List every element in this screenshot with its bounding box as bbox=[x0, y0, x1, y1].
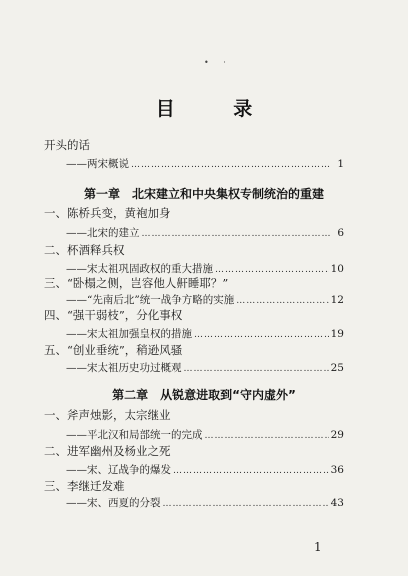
chapter-label: 第二章 bbox=[112, 388, 149, 402]
entry-sub-text: ——宋、西夏的分裂 bbox=[66, 497, 161, 509]
entry-sub-text: ——平北汉和局部统一的完成 bbox=[66, 429, 203, 441]
chapter-heading bbox=[0, 185, 408, 202]
chapter-label: 第一章 bbox=[83, 187, 120, 201]
leader-dots bbox=[236, 294, 328, 308]
entry-sub-text: ——两宋概说 bbox=[66, 158, 129, 170]
entry-sub-text: ——“先南后北”统一战争方略的实施 bbox=[66, 294, 235, 306]
folio-page-number: 1 bbox=[314, 540, 322, 554]
leader-dots bbox=[205, 429, 329, 443]
section-sub-entry[interactable] bbox=[66, 428, 344, 443]
intro-heading: 开头的话 bbox=[44, 138, 90, 152]
leader-dots bbox=[215, 263, 329, 277]
section-sub-entry[interactable] bbox=[66, 496, 344, 511]
section-heading: 二、杯酒释兵权 bbox=[44, 243, 125, 257]
section-sub-entry[interactable] bbox=[66, 361, 344, 376]
entry-sub-text: ——宋太祖巩固政权的重大措施 bbox=[66, 263, 213, 275]
entry-sub-text: ——北宋的建立 bbox=[66, 227, 140, 239]
chapter-heading bbox=[0, 386, 408, 403]
entry-page-number: 6 bbox=[337, 227, 344, 239]
page-mark: • · bbox=[204, 58, 232, 67]
section-sub-entry[interactable] bbox=[66, 327, 344, 342]
section-sub-entry[interactable] bbox=[66, 262, 344, 277]
section-sub-entry[interactable] bbox=[66, 293, 344, 308]
section-heading: 三、“卧榻之侧，岂容他人鼾睡耶？” bbox=[44, 276, 229, 290]
leader-dots bbox=[194, 328, 329, 342]
section-sub-entry[interactable] bbox=[66, 463, 344, 478]
section-heading: 五、“创业垂统”，稍逊风骚 bbox=[44, 343, 183, 357]
section-sub-entry[interactable] bbox=[66, 226, 344, 241]
leader-dots bbox=[142, 227, 331, 241]
entry-page-number: 25 bbox=[330, 362, 344, 374]
leader-dots bbox=[131, 158, 330, 172]
entry-page-number: 19 bbox=[330, 328, 344, 340]
intro-sub-entry[interactable] bbox=[66, 157, 344, 172]
leader-dots bbox=[163, 497, 329, 511]
section-heading: 四、“强干弱枝”，分化事权 bbox=[44, 308, 183, 322]
entry-sub-text: ——宋、辽战争的爆发 bbox=[66, 464, 171, 476]
entry-sub-text: ——宋太祖加强皇权的措施 bbox=[66, 328, 192, 340]
leader-dots bbox=[173, 464, 329, 478]
entry-page-number: 36 bbox=[330, 464, 344, 476]
entry-page-number: 29 bbox=[330, 429, 344, 441]
chapter-title: 北宋建立和中央集权专制统治的重建 bbox=[132, 187, 325, 201]
section-heading: 三、李继迁发难 bbox=[44, 479, 125, 493]
section-heading: 一、斧声烛影，太宗继业 bbox=[44, 408, 171, 422]
page-title: 目 录 bbox=[155, 98, 279, 120]
leader-dots bbox=[184, 362, 329, 376]
section-heading: 二、进军幽州及杨业之死 bbox=[44, 444, 171, 458]
entry-page-number: 12 bbox=[330, 294, 344, 306]
chapter-title: 从锐意进取到“守内虚外” bbox=[160, 388, 296, 402]
entry-page-number: 43 bbox=[330, 497, 344, 509]
entry-page-number: 1 bbox=[337, 158, 344, 170]
entry-page-number: 10 bbox=[330, 263, 344, 275]
entry-sub-text: ——宋太祖历史功过概观 bbox=[66, 362, 182, 374]
section-heading: 一、陈桥兵变，黄袍加身 bbox=[44, 206, 171, 220]
